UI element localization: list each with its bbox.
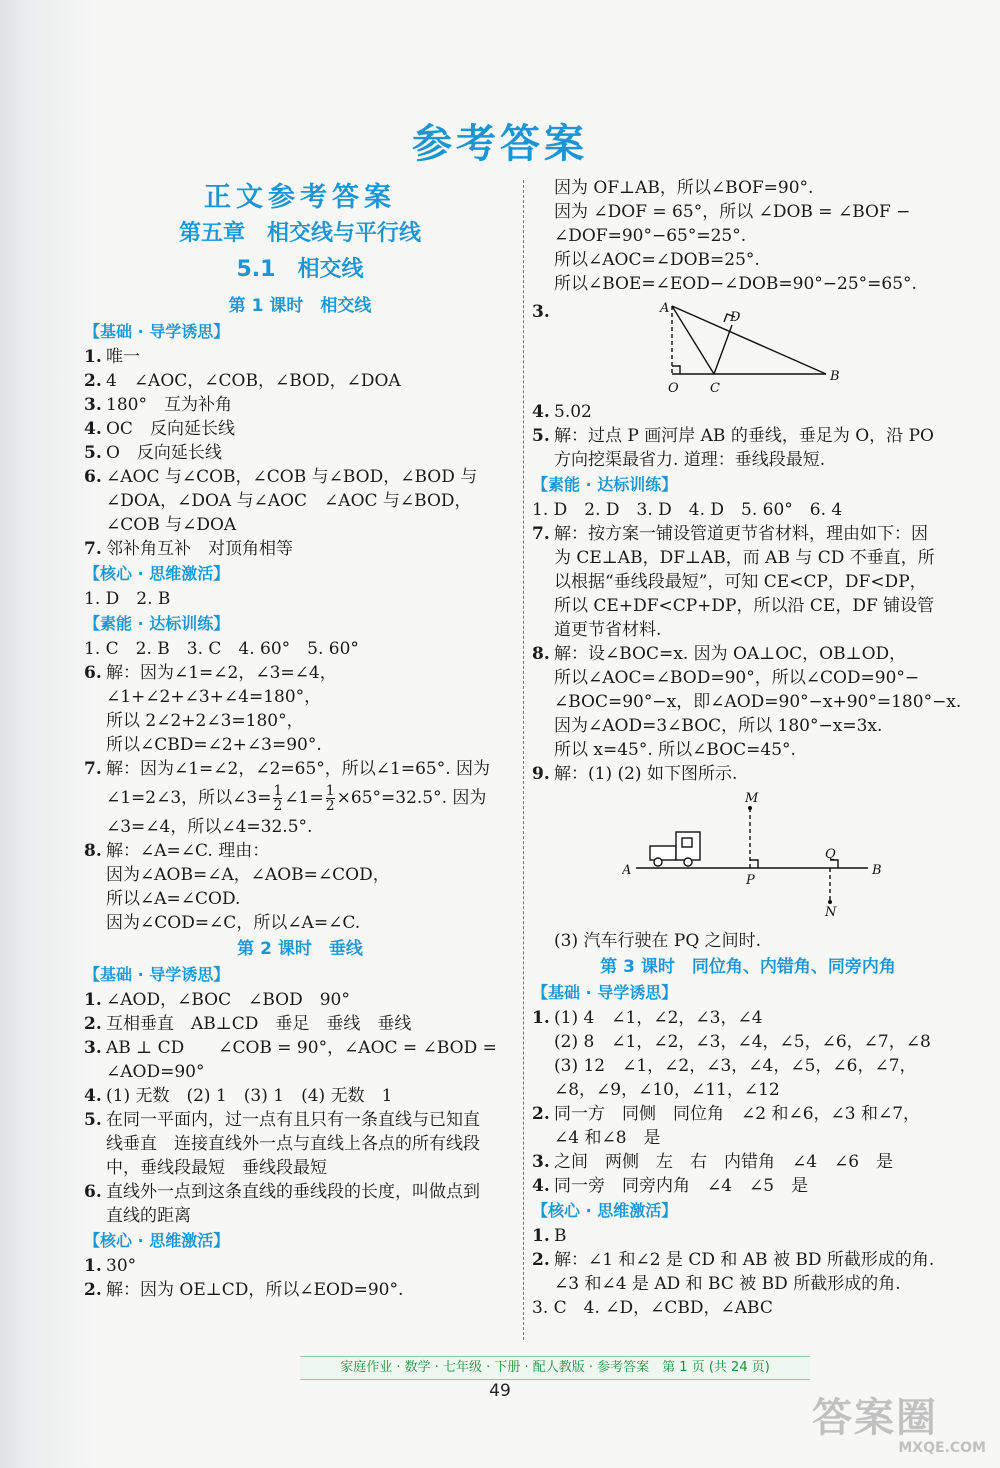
section-heading: 5.1 相交线 — [236, 257, 364, 282]
q7-line-c: ∠3=∠4，所以∠4=32.5°. — [106, 817, 313, 837]
point-label-q: Q — [825, 847, 836, 862]
item-line: 中，垂线段最短 垂线段最短 — [106, 1158, 327, 1178]
item-line: 以根据“垂线段最短”，可知 CE<CP，DF<DP， — [554, 572, 927, 592]
item-line: AB ⊥ CD ∠COB = 90°，∠AOC = ∠BOD = — [106, 1038, 497, 1058]
item-line: (2) 8 ∠1，∠2，∠3，∠4，∠5，∠6，∠7，∠8 — [554, 1032, 931, 1052]
item-line: ∠AOD=90° — [106, 1062, 205, 1082]
item-line: 解：按方案一铺设管道更节省材料，理由如下：因 — [554, 524, 928, 544]
chapter-heading: 第五章 相交线与平行线 — [178, 221, 421, 246]
lesson-3-basic-tag: 【基础 · 导学诱思】 — [532, 983, 678, 1002]
lesson-2-heading: 第 2 课时 垂线 — [237, 939, 363, 959]
list-item: 6. 解：因为∠1=∠2，∠3=∠4， ∠1+∠2+∠3+∠4=180°， 所以 2∠2+2∠3=180°， 所以∠CBD=∠2+∠3=90°. — [84, 661, 516, 757]
column-divider — [523, 180, 524, 1340]
fraction: $\frac{1}{2}$ — [273, 783, 283, 814]
item-number: 1. — [84, 1256, 102, 1276]
item-line: ∠DOA，∠DOA 与∠AOC ∠AOC 与∠BOD， — [106, 491, 472, 511]
list-item: 7. 解：因为∠1=∠2，∠2=65°，所以∠1=65°. 因为 ∠1=2∠3，所以∠3= $\frac{1}{2}$ ∠1= $\frac{1}{2}$ ×65°=32.5°. 因为 ∠3=∠4，所以∠4=32.5°. — [84, 757, 516, 839]
item-line: ∠COB 与∠DOA — [106, 515, 237, 535]
q8-lines — [106, 839, 516, 935]
text-line: 所以 2∠2+2∠3=180°， — [106, 711, 304, 731]
item-number: 6. — [84, 467, 102, 487]
item-number: 2. — [532, 1250, 550, 1270]
list-item — [84, 1180, 516, 1228]
list-item — [532, 762, 964, 786]
item-line: 线垂直 连接直线外一点与直线上各点的所有线段 — [106, 1134, 480, 1154]
item-line: 所以 CE+DF<CP+DP，所以沿 CE，DF 铺设管 — [554, 596, 935, 616]
text-line: 所以∠BOE=∠EOD−∠DOB=90°−25°=65°. — [554, 274, 917, 294]
item-number: 7. — [532, 524, 550, 544]
q7-line-a: 解：因为∠1=∠2，∠2=65°，所以∠1=65°. 因为 — [106, 759, 491, 779]
watermark-logo — [812, 1396, 992, 1466]
lesson-3-basic-list — [532, 1006, 964, 1198]
item-line: ∠8，∠9，∠10，∠11，∠12 — [554, 1080, 780, 1100]
lesson-3-last: 3. C 4. ∠D，∠CBD，∠ABC — [532, 1298, 773, 1318]
q6-lines — [106, 661, 516, 757]
item-line: 解：∠1 和∠2 是 CD 和 AB 被 BD 所截形成的角. — [554, 1250, 935, 1270]
item-line: 为 CE⊥AB，DF⊥AB，而 AB 与 CD 不垂直，所 — [554, 548, 935, 568]
list-item — [84, 537, 516, 561]
right-column — [532, 176, 964, 1320]
item-line: 5.02 — [554, 402, 592, 422]
list-item — [532, 400, 964, 424]
lesson-1-skill-tag: 【素能 · 达标训练】 — [84, 614, 230, 633]
text-line: 所以∠A=∠COD. — [106, 889, 241, 909]
point-label-o: O — [668, 381, 679, 396]
car-road-figure — [622, 790, 892, 918]
page-number: 49 — [489, 1381, 511, 1401]
point-label-b: B — [830, 369, 840, 384]
q7-line-b: ∠1=2∠3，所以∠3= $\frac{1}{2}$ ∠1= $\frac{1}{2}$ ×65°=32.5°. 因为 — [106, 783, 487, 814]
point-label-c: C — [710, 381, 720, 396]
item-number: 4. — [532, 1176, 550, 1196]
item-number: 1. — [532, 1008, 550, 1028]
list-item — [532, 1248, 964, 1296]
item-line: 所以∠AOC=∠BOD=90°，所以∠COD=90°− — [554, 668, 920, 688]
main-answers-heading: 正文参考答案 — [204, 182, 396, 213]
list-item — [84, 988, 516, 1012]
item-line: 解：(1) (2) 如下图所示. — [554, 764, 738, 784]
item-line: 道更节省材料. — [554, 620, 662, 640]
list-item — [84, 369, 516, 393]
list-item: 8. 解：∠A=∠C. 理由： 因为∠AOB=∠A，∠AOB=∠COD， 所以∠A=∠COD. 因为∠COD=∠C，所以∠A=∠C. — [84, 839, 516, 935]
text-line: 因为∠AOB=∠A，∠AOB=∠COD， — [106, 865, 390, 885]
item-line: 4 ∠AOC，∠COB，∠BOD，∠DOA — [106, 371, 401, 391]
car-figure-wrap — [622, 790, 964, 925]
item-line: 解：设∠BOC=x. 因为 OA⊥OC，OB⊥OD， — [554, 644, 907, 664]
lesson-3-heading: 第 3 课时 同位角、内错角、同旁内角 — [600, 957, 896, 977]
list-item — [84, 345, 516, 369]
item-line: ∠BOC=90°−x，即∠AOD=90°−x+90°=180°−x. — [554, 692, 962, 712]
list-item — [532, 1174, 964, 1198]
item-line: (1) 无数 (2) 1 (3) 1 (4) 无数 1 — [106, 1086, 393, 1106]
text-line: 所以∠CBD=∠2+∠3=90°. — [106, 735, 322, 755]
point-label-n: N — [825, 905, 837, 918]
q9-part3: (3) 汽车行驶在 PQ 之间时. — [554, 931, 762, 951]
item-line: (3) 12 ∠1，∠2，∠3，∠4，∠5，∠6，∠7， — [554, 1056, 917, 1076]
item-line: 30° — [106, 1256, 137, 1276]
list-item — [84, 1036, 516, 1084]
item-line: 邻补角互补 对顶角相等 — [106, 539, 293, 559]
item-number: 3. — [84, 395, 102, 415]
point-label-d: D — [730, 310, 741, 325]
list-item — [532, 1224, 964, 1248]
item-line: 方向挖渠最省力. 道理：垂线段最短. — [554, 450, 826, 470]
lesson-2-core-tag: 【核心 · 思维激活】 — [84, 1231, 230, 1250]
item-line: ∠AOD，∠BOC ∠BOD 90° — [106, 990, 350, 1010]
item-line: 在同一平面内，过一点有且只有一条直线与已知直 — [106, 1110, 480, 1130]
item-number: 5. — [84, 1110, 102, 1130]
item-line: OC 反向延长线 — [106, 419, 235, 439]
lesson-1-skill-first: 1. C 2. B 3. C 4. 60° 5. 60° — [84, 639, 359, 659]
item-number: 4. — [532, 402, 550, 422]
item-number: 1. — [532, 1226, 550, 1246]
item-line: 唯一 — [106, 347, 140, 367]
list-item — [532, 642, 964, 762]
item-number: 9. — [532, 764, 550, 784]
item-line: ∠3 和∠4 是 AD 和 BC 被 BD 所截形成的角. — [554, 1274, 901, 1294]
list-item: 3. A D B O C — [532, 300, 964, 396]
list-item — [532, 424, 964, 472]
item-number: 6. — [84, 1182, 102, 1202]
item-line: B — [554, 1226, 567, 1246]
list-item — [84, 1012, 516, 1036]
item-number: 1. — [84, 347, 102, 367]
item-line: ∠4 和∠8 是 — [554, 1128, 661, 1148]
list-item — [532, 1006, 964, 1102]
text-line: ∠1+∠2+∠3+∠4=180°， — [106, 687, 322, 707]
list-item — [532, 1150, 964, 1174]
text-line: 解：因为∠1=∠2，∠3=∠4， — [106, 663, 337, 683]
list-item — [84, 393, 516, 417]
footer-banner: 家庭作业 · 数学 · 七年级 · 下册 · 配人教版 · 参考答案 第 1 页 (共 24 页) — [300, 1356, 810, 1380]
lesson-2-basic-list — [84, 988, 516, 1228]
skill-tag: 【素能 · 达标训练】 — [532, 475, 678, 494]
triangle-figure — [554, 300, 854, 396]
text-line: 解：∠A=∠C. 理由： — [106, 841, 270, 861]
lesson-2-basic-tag: 【基础 · 导学诱思】 — [84, 965, 230, 984]
item-number: 4. — [84, 419, 102, 439]
item-line: 解：过点 P 画河岸 AB 的垂线，垂足为 O，沿 PO — [554, 426, 934, 446]
lesson-1-heading: 第 1 课时 相交线 — [228, 296, 372, 316]
item-line: O 反向延长线 — [106, 443, 222, 463]
item-line: 直线的距离 — [106, 1206, 191, 1226]
page-title: 参考答案 — [412, 121, 588, 167]
lesson-2-core-list — [84, 1254, 516, 1302]
lesson-3-core-list — [532, 1224, 964, 1296]
list-item — [84, 1084, 516, 1108]
item-line: 180° 互为补角 — [106, 395, 232, 415]
point-label-p: P — [746, 873, 755, 888]
item-line: 之间 两侧 左 右 内错角 ∠4 ∠6 是 — [554, 1152, 894, 1172]
left-column — [84, 176, 516, 1302]
item-line: 因为∠AOD=3∠BOC，所以 180°−x=3x. — [554, 716, 883, 736]
text-line: 所以∠AOC=∠DOB=25°. — [554, 250, 760, 270]
item-number: 2. — [532, 1104, 550, 1124]
item-number: 3. — [532, 1152, 550, 1172]
item-number: 8. — [532, 644, 550, 664]
point-label-a: A — [622, 863, 632, 878]
item-number: 2. — [84, 1280, 102, 1300]
item-number: 4. — [84, 1086, 102, 1106]
list-item — [84, 417, 516, 441]
skill-list — [532, 522, 964, 786]
continued-lines — [554, 176, 964, 296]
item-number: 7. — [84, 539, 102, 559]
point-label-b: B — [872, 863, 882, 878]
item-number: 3. — [84, 1038, 102, 1058]
list-item — [84, 1254, 516, 1278]
lesson-1-basic-tag: 【基础 · 导学诱思】 — [84, 322, 230, 341]
point-label-a: A — [660, 301, 670, 316]
list-item — [532, 522, 964, 642]
item-line: ∠AOC 与∠COB，∠COB 与∠BOD，∠BOD 与 — [106, 467, 478, 487]
skill-first: 1. D 2. D 3. D 4. D 5. 60° 6. 4 — [532, 500, 843, 520]
item-line: (1) 4 ∠1，∠2，∠3，∠4 — [554, 1008, 763, 1028]
text-line: ∠DOF=90°−65°=25°. — [554, 226, 747, 246]
text-line: 因为 ∠DOF = 65°，所以 ∠DOB = ∠BOF − — [554, 202, 911, 222]
item-line: 所以 x=45°. 所以∠BOC=45°. — [554, 740, 796, 760]
watermark-text: 答案圈 — [812, 1395, 938, 1441]
text-line: 因为 OF⊥AB，所以∠BOF=90°. — [554, 178, 814, 198]
item-number: 2. — [84, 371, 102, 391]
point-label-m: M — [745, 791, 759, 806]
list-item — [84, 1108, 516, 1180]
list-item — [84, 441, 516, 465]
list-item — [532, 1102, 964, 1150]
q4-q5-list — [532, 400, 964, 472]
item-line: 同一方 同侧 同位角 ∠2 和∠6，∠3 和∠7， — [554, 1104, 921, 1124]
item-line: 直线外一点到这条直线的垂线段的长度，叫做点到 — [106, 1182, 480, 1202]
item-number: 5. — [84, 443, 102, 463]
watermark-url: MXQE.COM — [898, 1440, 986, 1456]
lesson-1-core-tag: 【核心 · 思维激活】 — [84, 564, 230, 583]
lesson-1-basic-list — [84, 345, 516, 561]
fraction: $\frac{1}{2}$ — [325, 783, 335, 814]
item-line: 互相垂直 AB⊥CD 垂足 垂线 垂线 — [106, 1014, 412, 1034]
scan-edge-shadow — [0, 0, 92, 1468]
lesson-3-core-tag: 【核心 · 思维激活】 — [532, 1201, 678, 1220]
item-line: 解：因为 OE⊥CD，所以∠EOD=90°. — [106, 1280, 404, 1300]
lesson-1-core-answers: 1. D 2. B — [84, 589, 171, 609]
text-line: 因为∠COD=∠C，所以∠A=∠C. — [106, 913, 361, 933]
list-item — [84, 465, 516, 537]
item-line: 同一旁 同旁内角 ∠4 ∠5 是 — [554, 1176, 809, 1196]
item-number: 5. — [532, 426, 550, 446]
item-number: 2. — [84, 1014, 102, 1034]
item-number: 1. — [84, 990, 102, 1010]
list-item — [84, 1278, 516, 1302]
